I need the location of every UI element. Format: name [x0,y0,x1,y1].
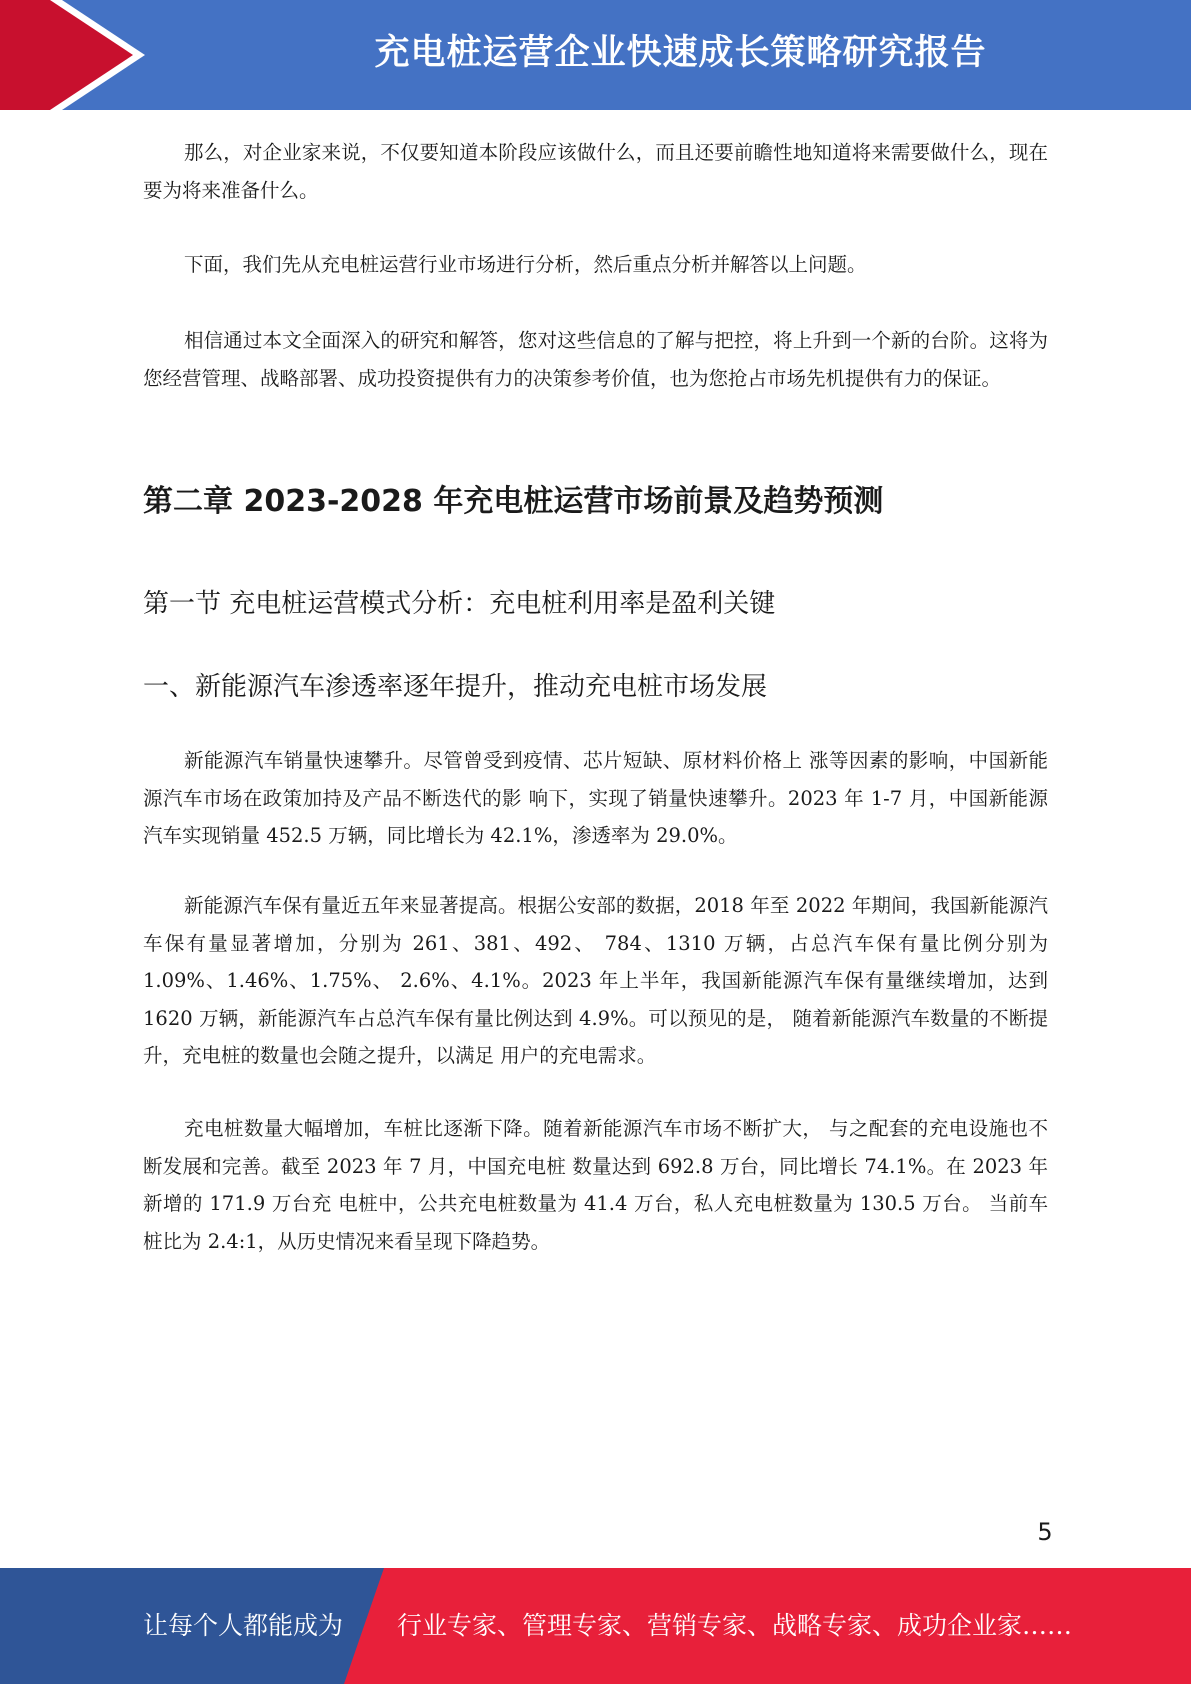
page-header [0,0,1191,110]
footer-slogan-right: 行业专家、管理专家、营销专家、战略专家、成功企业家…… [397,1611,1073,1640]
intro-paragraph-3: 相信通过本文全面深入的研究和解答，您对这些信息的了解与把控，将上升到一个新的台阶。这将为您经营管理、战略部署、成功投资提供有力的决策参考价值，也为您抢占市场先机提供有力的保证。 [143,329,1048,390]
intro-paragraph-2: 下面，我们先从充电桩运营行业市场进行分析，然后重点分析并解答以上问题。 [184,253,867,276]
subsection-heading: 一、新能源汽车渗透率逐年提升，推动充电桩市场发展 [143,672,768,702]
report-title: 充电桩运营企业快速成长策略研究报告 [374,33,987,73]
red-arrow-decoration [0,0,160,110]
chapter-heading: 第二章 2023-2028 年充电桩运营市场前景及趋势预测 [143,484,884,519]
page-footer [0,1568,1191,1684]
footer-slogan-left: 让每个人都能成为 [143,1611,344,1640]
page-number: 5 [1037,1518,1053,1546]
body-paragraph-2: 新能源汽车保有量近五年来显著提高。根据公安部的数据，2018 年至 2022 年期间，我国新能源汽车保有量显著增加，分别为 261、381、492、 784、1310 万辆，占总汽车保有量比例分别为 1.09%、1.46%、1.75%、 2.6%、4.1%。2023 年上半年，我国新能源汽车保有量继续增加，达到 1620 万辆，新能源汽车占总汽车保有量比例达到 4.9%。可以预见的是， 随着新能源汽车数量的不断提升，充电桩的数量也会随之提升，以满足 用户的充电需求。 [143,894,1048,1067]
body-paragraph-1: 新能源汽车销量快速攀升。尽管曾受到疫情、芯片短缺、原材料价格上 涨等因素的影响，中国新能源汽车市场在政策加持及产品不断迭代的影 响下，实现了销量快速攀升。2023 年 1-7 月，中国新能源汽车实现销量 452.5 万辆，同比增长为 42.1%，渗透率为 29.0%。 [143,749,1048,847]
body-paragraph-3: 充电桩数量大幅增加，车桩比逐渐下降。随着新能源汽车市场不断扩大， 与之配套的充电设施也不断发展和完善。截至 2023 年 7 月，中国充电桩 数量达到 692.8 万台，同比增长 74.1%。在 2023 年新增的 171.9 万台充 电桩中，公共充电桩数量为 41.4 万台，私人充电桩数量为 130.5 万台。 当前车桩比为 2.4:1，从历史情况来看呈现下降趋势。 [143,1117,1048,1253]
intro-paragraph-1: 那么，对企业家来说，不仅要知道本阶段应该做什么，而且还要前瞻性地知道将来需要做什么，现在要为将来准备什么。 [143,141,1048,202]
section-heading: 第一节 充电桩运营模式分析：充电桩利用率是盈利关键 [143,589,776,619]
